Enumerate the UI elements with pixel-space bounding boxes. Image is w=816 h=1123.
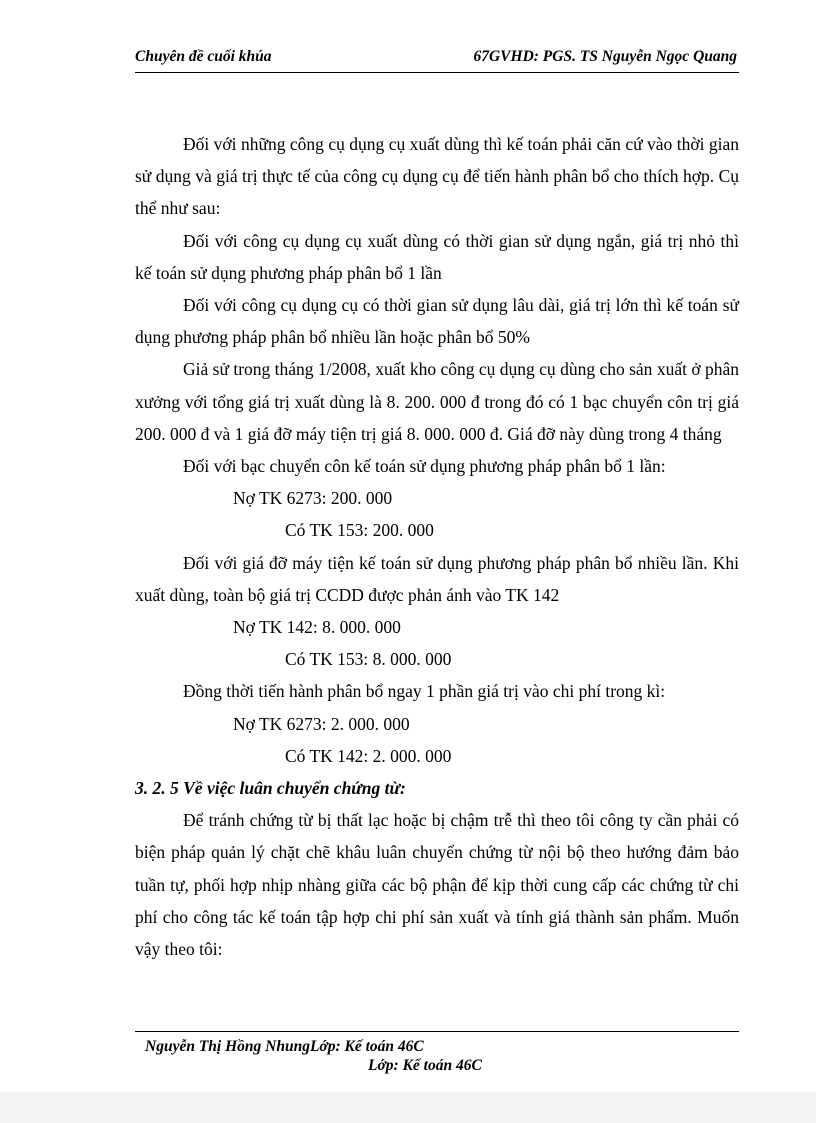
paragraph: Để tránh chứng từ bị thất lạc hoặc bị chậm trễ thì theo tôi công ty cần phải có biện pháp quản lý chặt chẽ khâu luân chuyển chứng từ nội bộ theo hướng đảm bảo tuần tự, phối hợp nhịp nhàng giữa các bộ phận để kịp thời cung cấp các chứng từ chi phí cho công tác kế toán tập hợp chi phí sản xuất và tính giá thành sản phẩm. Muốn vậy theo tôi: bbox=[135, 810, 739, 960]
paragraph: Đối với những công cụ dụng cụ xuất dùng thì kế toán phải căn cứ vào thời gian sử dụng và giá trị thực tế của công cụ dụng cụ để tiến hành phân bổ cho thích hợp. Cụ thể như sau: bbox=[135, 134, 739, 219]
paragraph: Đối với bạc chuyển côn kế toán sử dụng phương pháp phân bổ 1 lần: bbox=[183, 456, 666, 477]
page-header bbox=[135, 46, 739, 73]
paragraph: Đối với giá đỡ máy tiện kế toán sử dụng phương pháp phân bổ nhiều lần. Khi xuất dùng, toàn bộ giá trị CCDD được phản ánh vào TK 142 bbox=[135, 552, 739, 605]
journal-entry-credit: Có TK 153: 200. 000 bbox=[285, 520, 434, 541]
paragraph: Đồng thời tiến hành phân bổ ngay 1 phần giá trị vào chi phí trong kì: bbox=[183, 681, 666, 702]
section-heading: 3. 2. 5 Về việc luân chuyển chứng từ: bbox=[135, 778, 406, 799]
footer-author-class: Nguyễn Thị Hồng NhungLớp: Kế toán 46C bbox=[145, 1038, 424, 1055]
header-supervisor: 67GVHD: PGS. TS Nguyễn Ngọc Quang bbox=[473, 48, 737, 65]
paragraph: Đối với công cụ dụng cụ có thời gian sử dụng lâu dài, giá trị lớn thì kế toán sử dụng phương pháp phân bổ nhiều lần hoặc phân bổ 50% bbox=[135, 295, 739, 348]
paragraph: Đối với công cụ dụng cụ xuất dùng có thời gian sử dụng ngắn, giá trị nhỏ thì kế toán sử dụng phương pháp phân bổ 1 lần bbox=[135, 230, 739, 283]
page-bottom-margin bbox=[0, 1092, 816, 1123]
header-title: Chuyên đề cuối khúa bbox=[135, 48, 272, 65]
journal-entry-debit: Nợ TK 6273: 200. 000 bbox=[233, 488, 393, 509]
journal-entry-debit: Nợ TK 6273: 2. 000. 000 bbox=[233, 713, 410, 734]
page-footer bbox=[135, 1031, 739, 1074]
journal-entry-credit: Có TK 142: 2. 000. 000 bbox=[285, 745, 452, 766]
journal-entry-credit: Có TK 153: 8. 000. 000 bbox=[285, 649, 452, 670]
journal-entry-debit: Nợ TK 142: 8. 000. 000 bbox=[233, 617, 401, 638]
document-body bbox=[135, 128, 739, 965]
paragraph: Giả sử trong tháng 1/2008, xuất kho công cụ dụng cụ dùng cho sản xuất ở phân xưởng với tổng giá trị xuất dùng là 8. 200. 000 đ trong đó có 1 bạc chuyển côn trị giá 200. 000 đ và 1 giá đỡ máy tiện trị giá 8. 000. 000 đ. Giá đỡ này dùng trong 4 tháng bbox=[135, 359, 739, 444]
footer-class: Lớp: Kế toán 46C bbox=[368, 1057, 482, 1074]
